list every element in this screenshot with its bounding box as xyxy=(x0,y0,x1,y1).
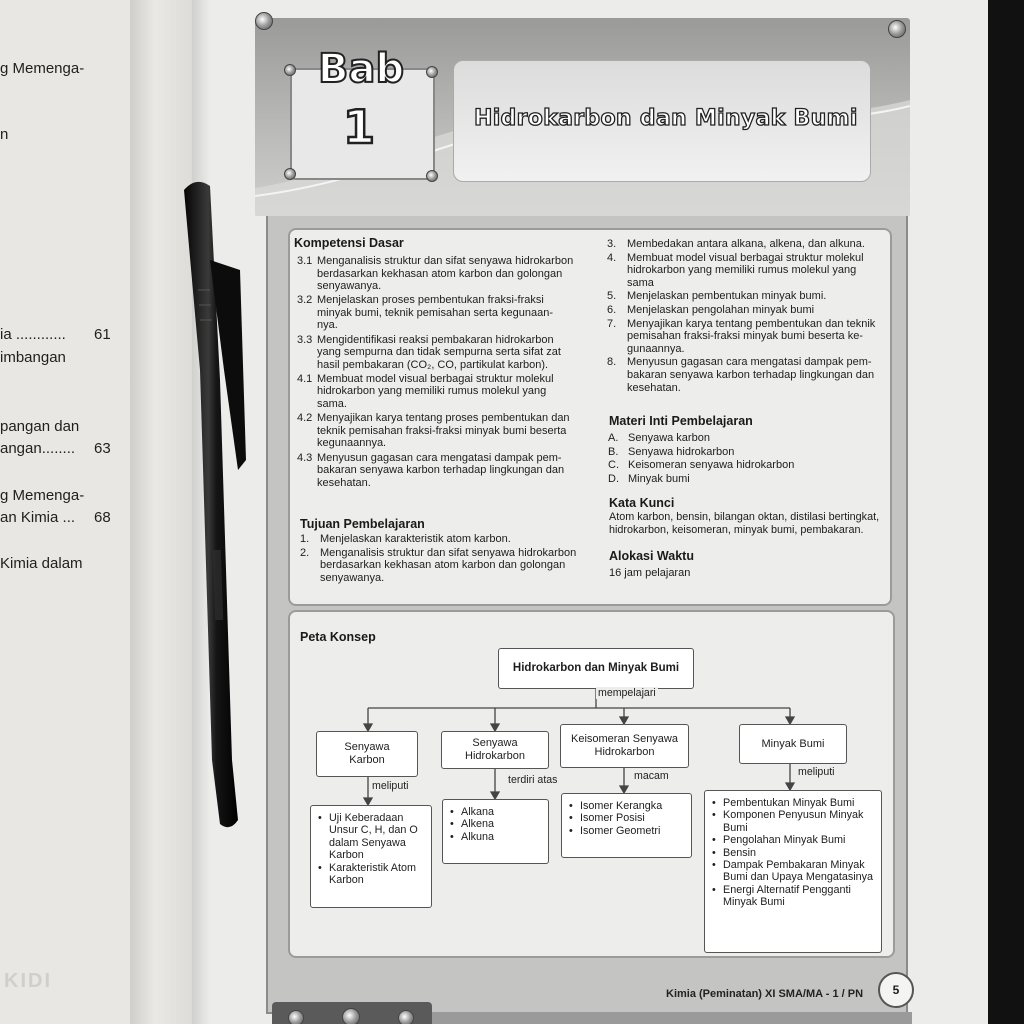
chapter-number: 1 xyxy=(343,100,376,154)
item-number: 3.1 xyxy=(297,255,313,267)
toc-entry-text: pangan dan xyxy=(0,418,80,435)
concept-list-item: • Uji Keberadaan Unsur C, H, dan O dalam Senyawa Karbon xyxy=(317,812,427,862)
concept-list-item: • Bensin xyxy=(711,847,877,859)
item-text-line: bakaran senyawa karbon terhadap lingkungan dan xyxy=(317,464,565,477)
item-text-line: Menjelaskan karakteristik atom karbon. xyxy=(320,533,511,545)
item-text-line: Menyajikan karya tentang pembentukan dan teknik xyxy=(627,317,876,330)
item-number: 4.3 xyxy=(297,451,313,464)
footer-bar xyxy=(432,1012,912,1024)
black-pen xyxy=(170,170,270,840)
item-text-line: hasil pembakaran (CO₂, CO, partikulat karbon). xyxy=(317,358,549,371)
left-page-watermark: KIDI xyxy=(4,970,52,992)
concept-list-minyak-bumi xyxy=(704,790,882,953)
concept-root-node: Hidrokarbon dan Minyak Bumi xyxy=(498,648,694,689)
toc-entry-text: n xyxy=(0,126,9,143)
toc-entry-text: imbangan xyxy=(0,349,66,366)
item-text-line: bakaran senyawa karbon terhadap lingkungan dan xyxy=(627,368,875,381)
concept-list-item: • Isomer Posisi xyxy=(568,812,687,824)
tujuan-heading: Tujuan Pembelajaran xyxy=(300,517,425,531)
concept-list-isomer xyxy=(561,793,692,858)
item-text-line: Menganalisis struktur dan sifat senyawa hidrokarbon xyxy=(320,546,577,559)
concept-link-label: terdiri atas xyxy=(508,774,558,786)
concept-link-label: mempelajari xyxy=(598,687,656,699)
concept-node-senyawa-hidrokarbon xyxy=(441,731,549,769)
toc-entry-text: ia ............ xyxy=(0,326,66,343)
concept-list-item: • Alkena xyxy=(449,818,544,830)
concept-node-senyawa-karbon xyxy=(316,731,418,777)
toc-entry-text: Kimia dalam xyxy=(0,555,83,572)
item-number: 1. xyxy=(300,533,310,545)
node-label-line: Senyawa xyxy=(344,741,390,753)
toc-entry-text: an Kimia ... xyxy=(0,509,76,526)
toc-entry-text: angan........ xyxy=(0,440,76,457)
item-text-line: Menjelaskan pengolahan minyak bumi xyxy=(627,304,815,316)
item-number: 3.2 xyxy=(297,294,313,307)
item-text-line: hidrokarbon yang memiliki rumus molekul yang xyxy=(627,264,857,277)
node-label-line: Senyawa xyxy=(472,737,518,749)
concept-list-item: • Pengolahan Minyak Bumi xyxy=(711,834,877,846)
item-text-line: Menjelaskan proses pembentukan fraksi-fraksi xyxy=(317,294,544,307)
screw-icon xyxy=(342,1008,360,1024)
item-text-line: nya. xyxy=(317,319,338,332)
item-number: C. xyxy=(608,459,619,472)
item-text-line: Senyawa hidrokarbon xyxy=(628,445,735,458)
toc-page-number: 68 xyxy=(94,509,111,526)
node-label-line: Hidrokarbon xyxy=(465,750,525,762)
kompetensi-heading: Kompetensi Dasar xyxy=(294,236,404,250)
page-number: 5 xyxy=(878,972,914,1008)
concept-list-senyawa-karbon xyxy=(310,805,432,908)
item-number: 5. xyxy=(607,290,617,303)
item-number: 4.1 xyxy=(297,372,313,385)
item-text-line: Menyusun gagasan cara mengatasi dampak pem- xyxy=(317,451,562,464)
toc-page-number: 63 xyxy=(94,440,111,457)
item-text-line: Mengidentifikasi reaksi pembakaran hidrokarbon xyxy=(317,333,554,346)
node-label-line: Hidrokarbon xyxy=(594,746,655,758)
item-number: 3. xyxy=(607,238,617,250)
concept-list-item: • Isomer Kerangka xyxy=(568,800,687,812)
concept-list-item: • Karakteristik Atom Karbon xyxy=(317,862,427,887)
alokasi-heading: Alokasi Waktu xyxy=(609,549,694,563)
concept-link-label: macam xyxy=(634,770,669,782)
item-text-line: hidrokarbon yang memiliki rumus molekul yang xyxy=(317,385,547,398)
footer-book-title: Kimia (Peminatan) XI SMA/MA - 1 / PN xyxy=(666,988,864,1000)
item-text-line: teknik pemisahan fraksi-fraksi minyak bumi beserta xyxy=(317,424,567,437)
kata-kunci-heading: Kata Kunci xyxy=(609,496,675,510)
concept-list-item: • Alkana xyxy=(449,806,544,818)
item-number: 3.3 xyxy=(297,333,313,346)
concept-list-item: • Dampak Pembakaran Minyak Bumi dan Upaya Mengatasinya xyxy=(711,859,877,884)
kata-kunci-line: Atom karbon, bensin, bilangan oktan, distilasi bertingkat, xyxy=(609,511,880,523)
item-text-line: kesehatan. xyxy=(317,476,371,489)
screw-icon xyxy=(398,1010,414,1024)
concept-list-item: • Komponen Penyusun Minyak Bumi xyxy=(711,809,877,834)
item-text-line: gunaannya. xyxy=(627,342,685,355)
item-number: 2. xyxy=(300,546,310,559)
item-text-line: Menjelaskan pembentukan minyak bumi. xyxy=(627,290,827,303)
item-text-line: Membuat model visual berbagai struktur molekul xyxy=(317,372,554,385)
item-text-line: yang sempurna dan tidak sempurna serta sifat zat xyxy=(317,346,561,359)
item-number: 6. xyxy=(607,304,617,316)
item-number: A. xyxy=(608,432,619,444)
item-number: 4. xyxy=(607,251,617,264)
item-number: 4.2 xyxy=(297,412,313,425)
concept-list-item: • Pembentukan Minyak Bumi xyxy=(711,797,877,809)
item-text-line: sama. xyxy=(317,398,347,411)
item-text-line: Membuat model visual berbagai struktur molekul xyxy=(627,251,864,264)
item-number: 7. xyxy=(607,317,617,330)
chapter-title: Hidrokarbon dan Minyak Bumi xyxy=(474,106,858,131)
node-label-line: Karbon xyxy=(349,754,385,766)
toc-page-number: 61 xyxy=(94,326,111,343)
concept-list-item: • Isomer Geometri xyxy=(568,825,687,837)
item-text-line: Keisomeran senyawa hidrokarbon xyxy=(628,459,795,472)
concept-link-label: meliputi xyxy=(372,780,409,792)
peta-konsep-heading: Peta Konsep xyxy=(300,630,376,644)
item-text-line: Menganalisis struktur dan sifat senyawa hidrokarbon xyxy=(317,255,574,267)
item-text-line: sama xyxy=(627,276,654,289)
item-number: 8. xyxy=(607,356,617,369)
concept-list-item: • Energi Alternatif Pengganti Minyak Bumi xyxy=(711,884,877,909)
concept-list-hidrokarbon xyxy=(442,799,549,864)
alokasi-value: 16 jam pelajaran xyxy=(609,567,691,579)
node-label-line: Minyak Bumi xyxy=(761,737,825,750)
item-text-line: Senyawa karbon xyxy=(628,432,710,444)
item-text-line: pemisahan fraksi-fraksi minyak bumi beserta ke- xyxy=(627,330,863,343)
item-text-line: senyawanya. xyxy=(320,571,385,584)
item-text-line: berdasarkan kekhasan atom karbon dan golongan xyxy=(320,559,566,572)
item-number: B. xyxy=(608,445,619,458)
node-label-line: Keisomeran Senyawa xyxy=(570,733,678,745)
kata-kunci-line: hidrokarbon, keisomeran, minyak bumi, pembakaran. xyxy=(609,524,864,536)
item-text-line: Membedakan antara alkana, alkena, dan alkuna. xyxy=(627,238,865,250)
item-text-line: kesehatan. xyxy=(627,381,681,394)
item-text-line: senyawanya. xyxy=(317,280,382,293)
toc-entry-text: g Memenga- xyxy=(0,60,85,77)
concept-list-item: • Alkuna xyxy=(449,831,544,843)
item-text-line: kegunaannya. xyxy=(317,437,387,450)
concept-link-label: meliputi xyxy=(798,766,835,778)
item-text-line: Menyajikan karya tentang proses pembentukan dan xyxy=(317,412,570,425)
concept-node-minyak-bumi xyxy=(739,724,847,764)
item-text-line: Menyusun gagasan cara mengatasi dampak pem- xyxy=(627,356,872,369)
concept-node-keisomeran xyxy=(560,724,689,768)
chapter-label: Bab xyxy=(318,46,405,92)
toc-entry-text: g Memenga- xyxy=(0,487,85,504)
materi-heading: Materi Inti Pembelajaran xyxy=(609,414,753,428)
item-number: D. xyxy=(608,472,619,485)
item-text-line: berdasarkan kekhasan atom karbon dan golongan xyxy=(317,267,563,280)
item-text-line: Minyak bumi xyxy=(628,472,690,485)
screw-icon xyxy=(288,1010,304,1024)
item-text-line: minyak bumi, teknik pemisahan serta kegunaan- xyxy=(317,306,554,319)
